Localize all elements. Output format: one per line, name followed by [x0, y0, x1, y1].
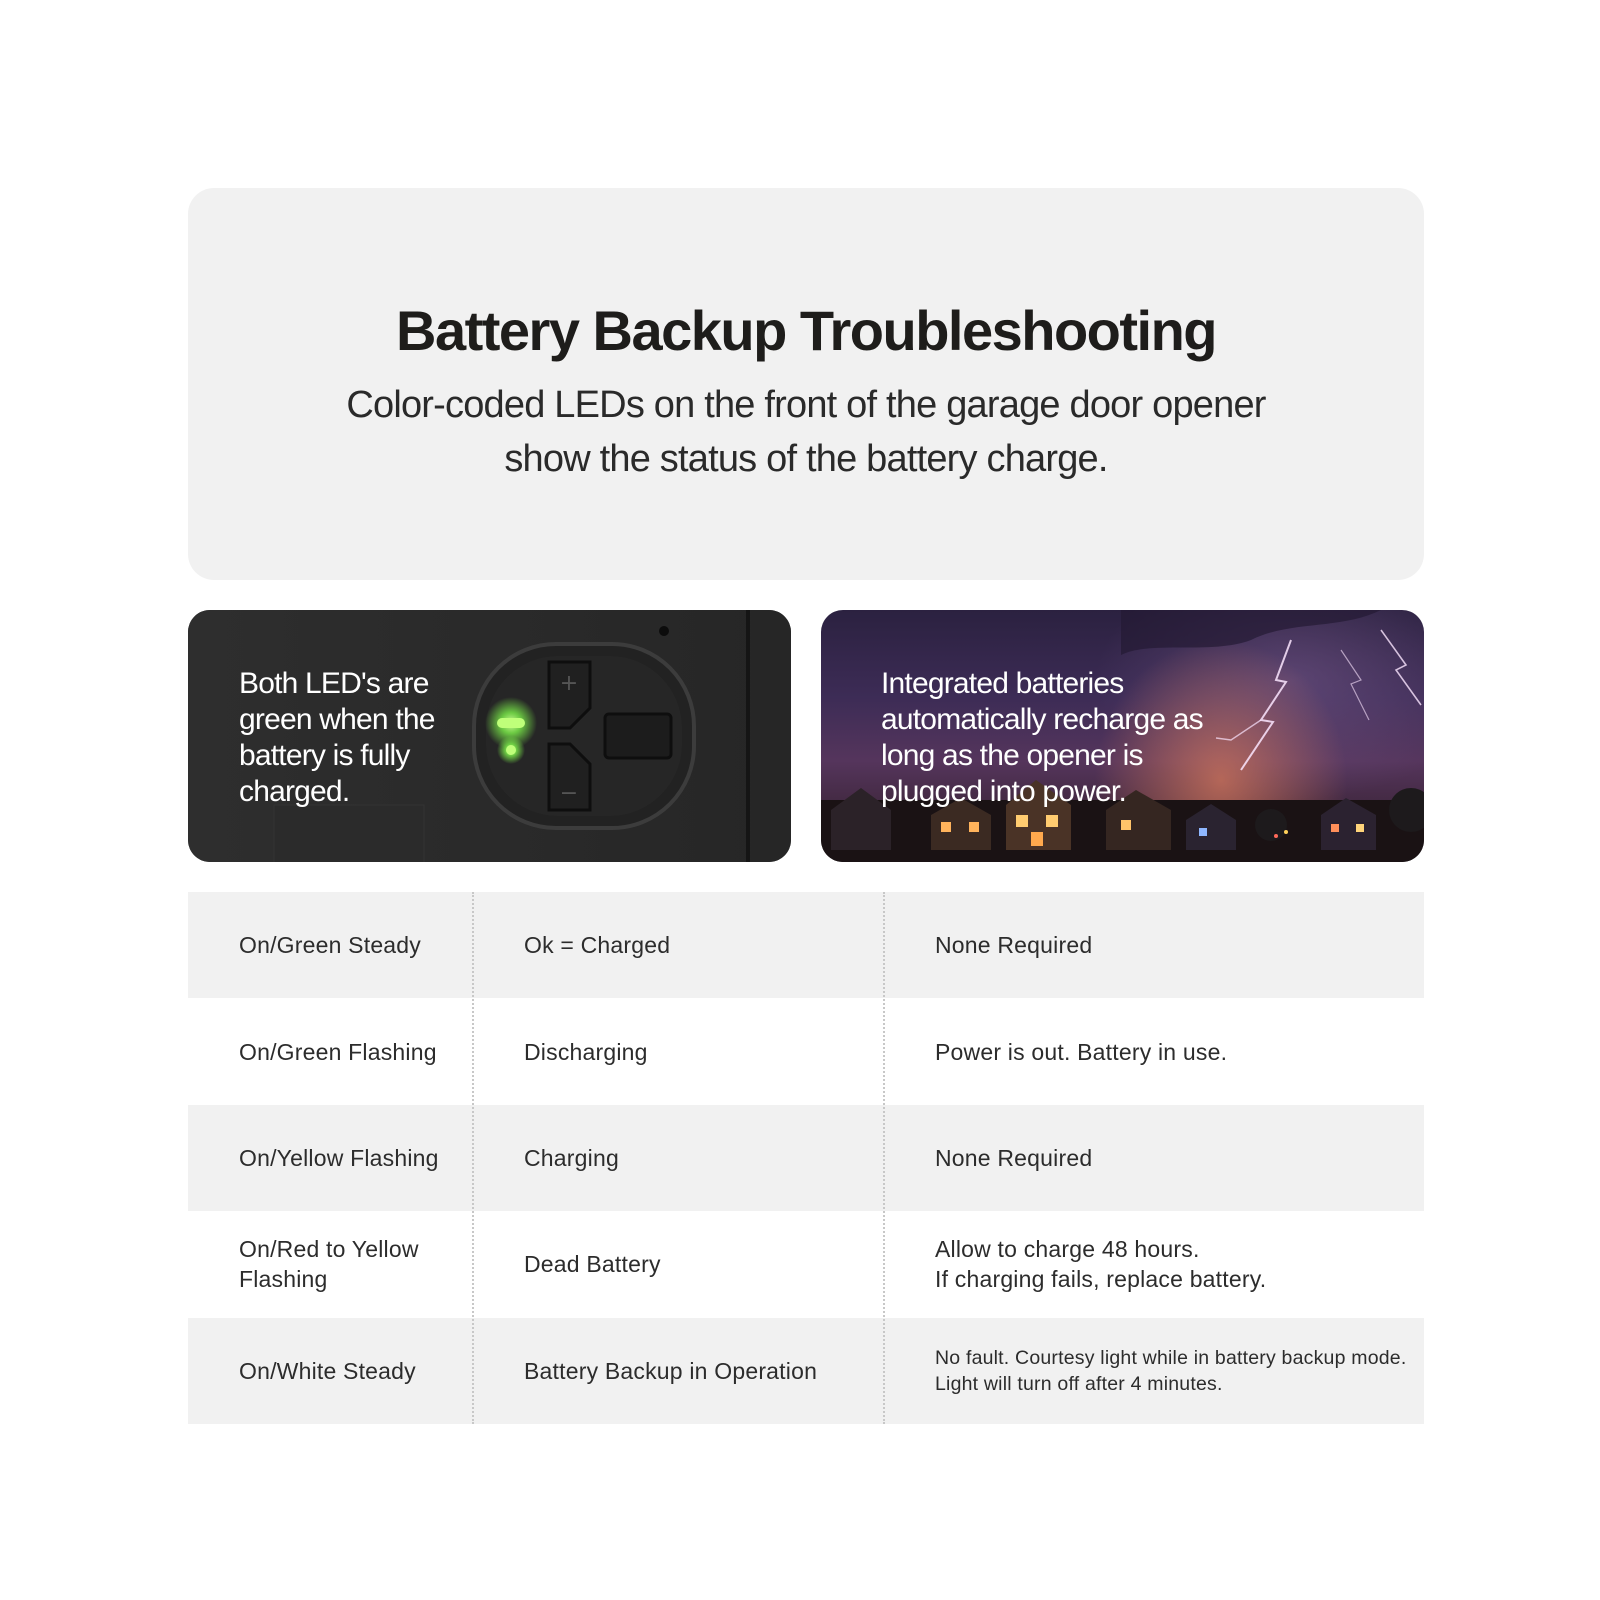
led-state-cell: On/Green Steady — [239, 932, 421, 959]
column-divider — [883, 892, 885, 1424]
led-top — [497, 718, 525, 728]
learn-button — [605, 714, 671, 758]
table-row — [188, 1211, 1424, 1317]
status-cell: Discharging — [524, 1038, 648, 1065]
storm-panel — [821, 610, 1424, 862]
action-line: If charging fails, replace battery. — [935, 1266, 1267, 1293]
table-row — [188, 892, 1424, 998]
led-state-cell: On/Red to Yellow Flashing — [239, 1236, 419, 1293]
led-state-cell: On/Green Flashing — [239, 1038, 437, 1065]
table-row — [188, 1105, 1424, 1211]
led-bottom — [506, 745, 516, 755]
header-card — [188, 188, 1424, 580]
led-state-cell: On/White Steady — [239, 1357, 416, 1384]
status-cell: Battery Backup in Operation — [524, 1357, 818, 1384]
action-cell: None Required — [935, 932, 1093, 959]
column-divider — [472, 892, 474, 1424]
lightning-bolt — [1241, 640, 1291, 770]
led-state-cell: On/Yellow Flashing — [239, 1144, 439, 1171]
status-cell: Charging — [524, 1144, 619, 1171]
case-seam — [746, 610, 750, 862]
sensor-hole — [659, 626, 669, 636]
action-cell: None Required — [935, 1144, 1093, 1171]
action-line: Allow to charge 48 hours. — [935, 1236, 1200, 1263]
status-cell: Dead Battery — [524, 1251, 661, 1278]
svg-text:+: + — [559, 671, 579, 696]
table-row — [188, 1318, 1424, 1424]
troubleshooting-table — [188, 892, 1424, 1424]
action-cell: No fault. Courtesy light while in battery backup mode. Light will turn off after 4 minutes. — [935, 1346, 1407, 1395]
page-title: Battery Backup Troubleshooting — [396, 299, 1216, 362]
page-subtitle: Color-coded LEDs on the front of the garage door opener show the status of the battery charge. — [346, 384, 1266, 480]
status-cell: Ok = Charged — [524, 932, 671, 959]
table-row — [188, 998, 1424, 1104]
action-cell: Power is out. Battery in use. — [935, 1038, 1228, 1065]
storm-panel-caption: Integrated batteries automatically recharge as long as the opener is plugged into power. — [881, 667, 1203, 808]
led-closeup-panel — [188, 610, 791, 862]
svg-text:−: − — [559, 781, 579, 806]
led-panel-caption: Both LED's are green when the battery is fully charged. — [239, 667, 435, 808]
action-cell — [935, 1211, 1415, 1317]
